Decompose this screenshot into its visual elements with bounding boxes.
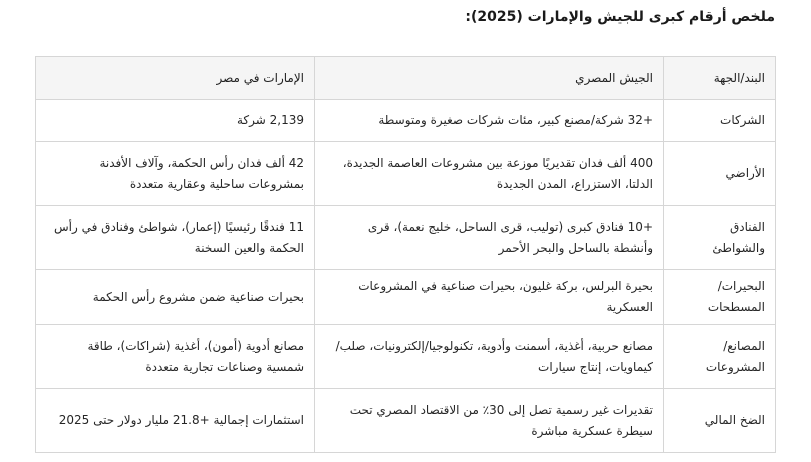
uae-cell: مصانع أدوية (أمون)، أغذية (شراكات)، طاقة شمسية وصناعات تجارية متعددة	[36, 325, 315, 389]
army-cell: مصانع حربية، أغذية، أسمنت وأدوية، تكنولوجيا/إلكترونيات، صلب/كيماويات، إنتاج سيارات	[315, 325, 664, 389]
table-header-row	[36, 57, 776, 100]
row-label: المصانع/المشروعات	[664, 325, 776, 389]
army-cell: بحيرة البرلس، بركة غليون، بحيرات صناعية في المشروعات العسكرية	[315, 270, 664, 325]
uae-cell: استثمارات إجمالية +21.8 مليار دولار حتى 2025	[36, 389, 315, 453]
uae-cell: بحيرات صناعية ضمن مشروع رأس الحكمة	[36, 270, 315, 325]
header-uae: الإمارات في مصر	[36, 57, 315, 100]
table-row	[36, 389, 776, 453]
army-cell: +32 شركة/مصنع كبير، مئات شركات صغيرة ومتوسطة	[315, 100, 664, 142]
row-label: البحيرات/المسطحات	[664, 270, 776, 325]
row-label: الفنادق والشواطئ	[664, 206, 776, 270]
row-label: الضخ المالي	[664, 389, 776, 453]
table-row	[36, 325, 776, 389]
row-label: الشركات	[664, 100, 776, 142]
uae-cell: 42 ألف فدان رأس الحكمة، وآلاف الأفدنة بمشروعات ساحلية وعقارية متعددة	[36, 142, 315, 206]
table-row	[36, 142, 776, 206]
header-army: الجيش المصري	[315, 57, 664, 100]
table-row	[36, 100, 776, 142]
uae-cell: 2,139 شركة	[36, 100, 315, 142]
uae-cell: 11 فندقًا رئيسيًا (إعمار)، شواطئ وفنادق في رأس الحكمة والعين السخنة	[36, 206, 315, 270]
army-cell: +10 فنادق كبرى (توليب، قرى الساحل، خليج نعمة)، قرى وأنشطة بالساحل والبحر الأحمر	[315, 206, 664, 270]
header-item: البند/الجهة	[664, 57, 776, 100]
table-row	[36, 206, 776, 270]
summary-table	[35, 56, 776, 453]
table-row	[36, 270, 776, 325]
army-cell: 400 ألف فدان تقديريًا موزعة بين مشروعات العاصمة الجديدة، الدلتا، الاستزراع، المدن الجديدة	[315, 142, 664, 206]
summary-title: ملخص أرقام كبرى للجيش والإمارات (2025):	[465, 9, 775, 25]
army-cell: تقديرات غير رسمية تصل إلى 30٪ من الاقتصاد المصري تحت سيطرة عسكرية مباشرة	[315, 389, 664, 453]
row-label: الأراضي	[664, 142, 776, 206]
